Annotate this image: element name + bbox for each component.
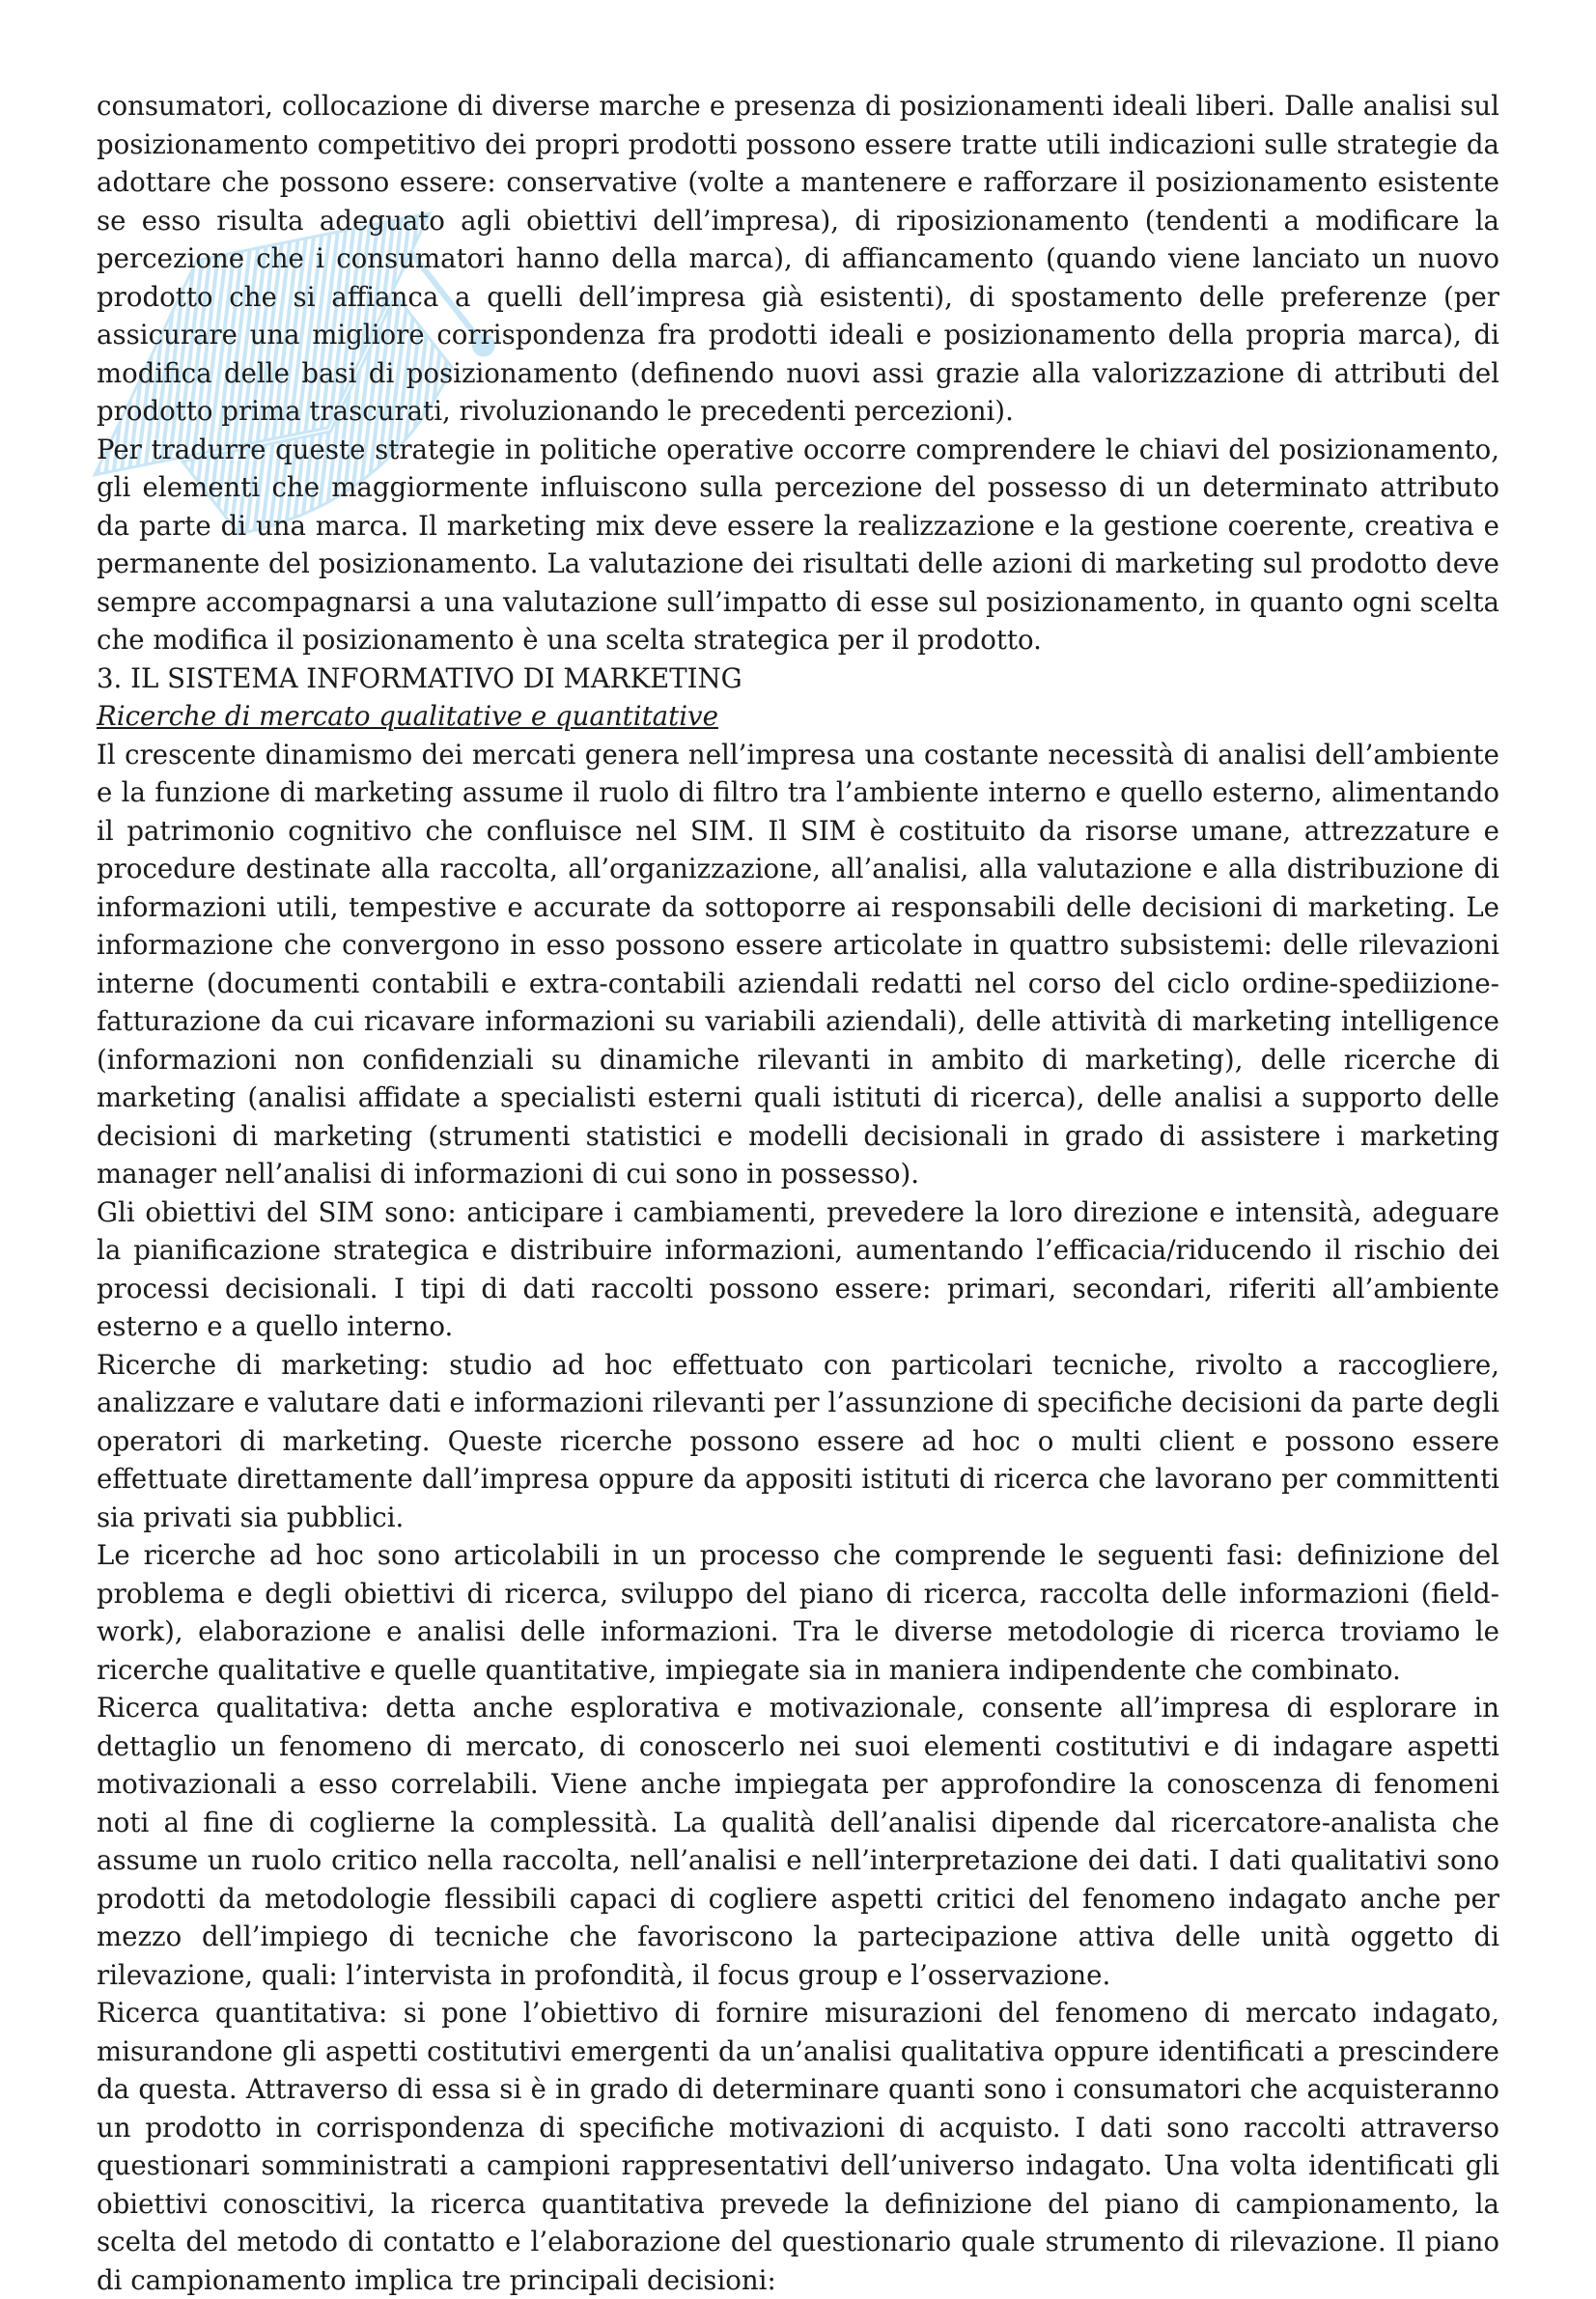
paragraph: Ricerche di marketing: studio ad hoc effettuato con particolari tecniche, rivolto a raccogliere, analizzare e valutare dati e informazioni rilevanti per l’assunzione di specifiche decisioni da parte degli operatori di marketing. Queste ricerche possono essere ad hoc o multi client e possono essere effettuate direttamente dall’impresa oppure da appositi istituti di ricerca che lavorano per committenti sia privati sia pubblici.: [97, 1348, 1499, 1533]
section-heading: 3. IL SISTEMA INFORMATIVO DI MARKETING: [97, 661, 742, 694]
paragraph: Per tradurre queste strategie in politiche operative occorre comprendere le chiavi del posizionamento, gli elementi che maggiormente influiscono sulla percezione del possesso di un determinato attributo da parte di una marca. Il marketing mix deve essere la realizzazione e la gestione coerente, creativa e permanente del posizionamento. La valutazione dei risultati delle azioni di marketing sul prodotto deve sempre accompagnarsi a una valutazione sull’impatto di esse sul posizionamento, in quanto ogni scelta che modifica il posizionamento è una scelta strategica per il prodotto.: [97, 433, 1499, 656]
paragraph: consumatori, collocazione di diverse marche e presenza di posizionamenti ideali liberi. Dalle analisi sul posizionamento competitivo dei propri prodotti possono essere tratte utili indicazioni sulle strategie da adottare che possono essere: conservative (volte a mantenere e rafforzare il posizionamento esistente se esso risulta adeguato agli obiettivi dell’impresa), di riposizionamento (tendenti a modificare la percezione che i consumatori hanno della marca), di affiancamento (quando viene lanciato un nuovo prodotto che si affianca a quelli dell’impresa già esistenti), di spostamento delle preferenze (per assicurare una migliore corrispondenza fra prodotti ideali e posizionamento della propria marca), di modifica delle basi di posizionamento (definendo nuovi assi grazie alla valorizzazione di attributi del prodotto prima trascurati, rivoluzionando le precedenti percezioni).: [97, 90, 1499, 427]
paragraph: Le ricerche ad hoc sono articolabili in un processo che comprende le seguenti fasi: definizione del problema e degli obiettivi di ricerca, sviluppo del piano di ricerca, raccolta delle informazioni (field-work), elaborazione e analisi delle informazioni. Tra le diverse metodologie di ricerca troviamo le ricerche qualitative e quelle quantitative, impiegate sia in maniera indipendente che combinato.: [97, 1539, 1499, 1686]
document-body: [97, 87, 1499, 2299]
paragraph: Il crescente dinamismo dei mercati genera nell’impresa una costante necessità di analisi dell’ambiente e la funzione di marketing assume il ruolo di filtro tra l’ambiente interno e quello esterno, alimentando il patrimonio cognitivo che confluisce nel SIM. Il SIM è costituito da risorse umane, attrezzature e procedure destinate alla raccolta, all’organizzazione, all’analisi, alla valutazione e alla distribuzione di informazioni utili, tempestive e accurate da sottoporre ai responsabili delle decisioni di marketing. Le informazione che convergono in esso possono essere articolate in quattro subsistemi: delle rilevazioni interne (documenti contabili e extra-contabili aziendali redatti nel corso del ciclo ordine-spediizione-fatturazione da cui ricavare informazioni su variabili aziendali), delle attività di marketing intelligence (informazioni non confidenziali su dinamiche rilevanti in ambito di marketing), delle ricerche di marketing (analisi affidate a specialisti esterni quali istituti di ricerca), delle analisi a supporto delle decisioni di marketing (strumenti statistici e modelli decisionali in grado di assistere i marketing manager nell’analisi di informazioni di cui sono in possesso).: [97, 738, 1499, 1190]
paragraph: Gli obiettivi del SIM sono: anticipare i cambiamenti, prevedere la loro direzione e intensità, adeguare la pianificazione strategica e distribuire informazioni, aumentando l’efficacia/riducendo il rischio dei processi decisionali. I tipi di dati raccolti possono essere: primari, secondari, riferiti all’ambiente esterno e a quello interno.: [97, 1195, 1499, 1342]
paragraph: Ricerca quantitativa: si pone l’obiettivo di fornire misurazioni del fenomeno di mercato indagato, misurandone gli aspetti costitutivi emergenti da un’analisi qualitativa oppure identificati a prescindere da questa. Attraverso di essa si è in grado di determinare quanti sono i consumatori che acquisteranno un prodotto in corrispondenza di specifiche motivazioni di acquisto. I dati sono raccolti attraverso questionari somministrati a campioni rappresentativi dell’universo indagato. Una volta identificati gli obiettivi conoscitivi, la ricerca quantitativa prevede la definizione del piano di campionamento, la scelta del metodo di contatto e l’elaborazione del questionario quale strumento di rilevazione. Il piano di campionamento implica tre principali decisioni:: [97, 1997, 1499, 2296]
section-subheading: Ricerche di mercato qualitative e quantitative: [97, 700, 718, 732]
paragraph: Ricerca qualitativa: detta anche esplorativa e motivazionale, consente all’impresa di esplorare in dettaglio un fenomeno di mercato, di conoscerlo nei suoi elementi costitutivi e di indagare aspetti motivazionali a esso correlabili. Viene anche impiegata per approfondire la conoscenza di fenomeni noti al fine di coglierne la complessità. La qualità dell’analisi dipende dal ricercatore-analista che assume un ruolo critico nella raccolta, nell’analisi e nell’interpretazione dei dati. I dati qualitativi sono prodotti da metodologie flessibili capaci di cogliere aspetti critici del fenomeno indagato anche per mezzo dell’impiego di tecniche che favoriscono la partecipazione attiva delle unità oggetto di rilevazione, quali: l’intervista in profondità, il focus group e l’osservazione.: [97, 1692, 1499, 1991]
